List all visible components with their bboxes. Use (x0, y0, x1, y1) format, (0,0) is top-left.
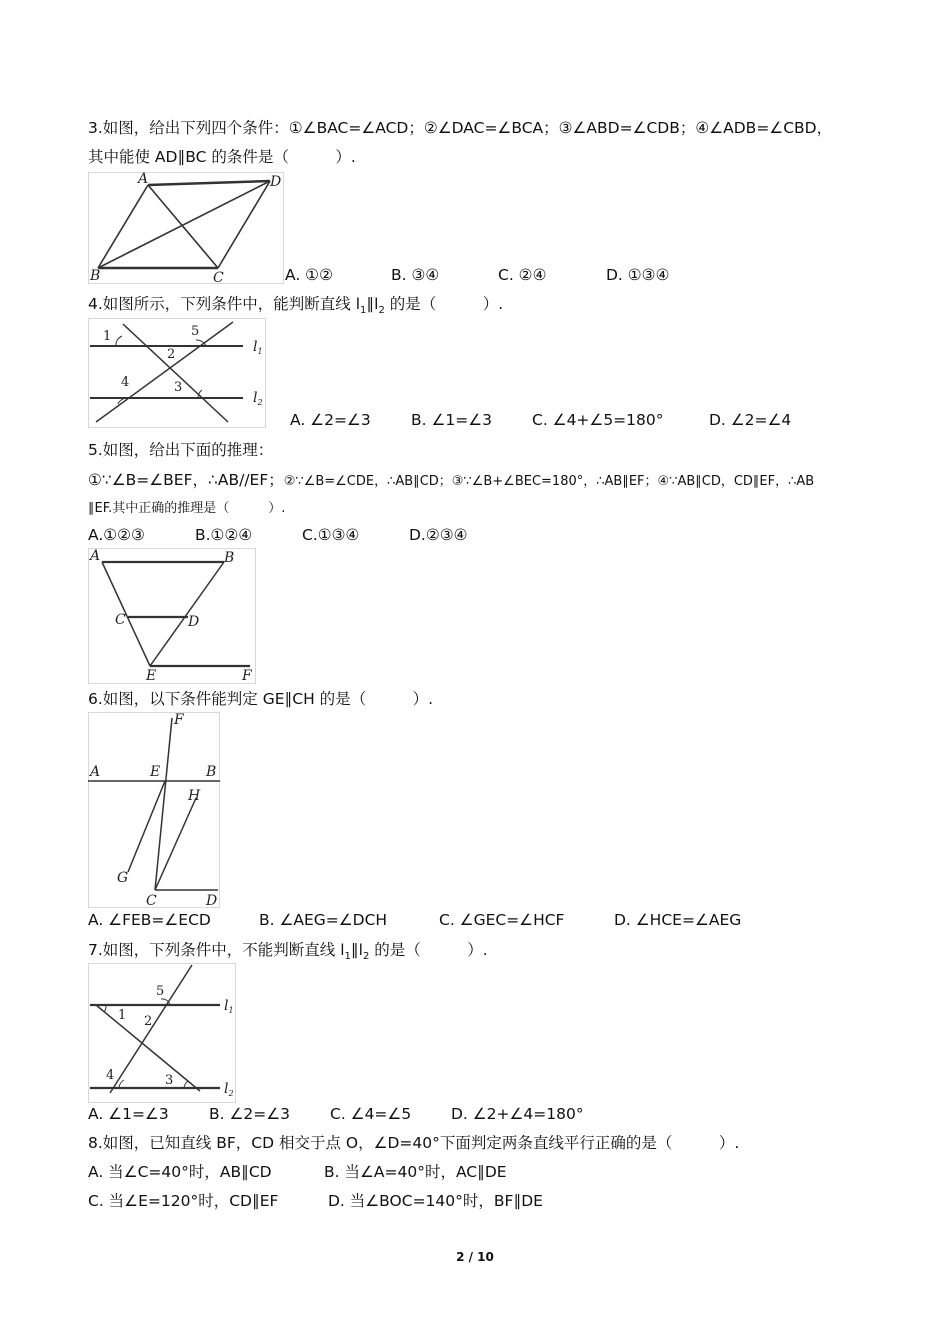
q7-angle-2: 2 (144, 1014, 153, 1029)
q7-angle-3: 3 (165, 1073, 174, 1088)
q4-angle-3: 3 (174, 380, 183, 395)
q4-angle-2: 2 (167, 347, 176, 362)
q3-stem-line2: 其中能使 AD∥BC 的条件是（ ）. (88, 148, 356, 166)
q6-label-e: E (150, 764, 161, 780)
q4-option-b[interactable]: B. ∠1=∠3 (411, 411, 492, 429)
q6-label-d: D (206, 893, 218, 908)
q6-option-b[interactable]: B. ∠AEG=∠DCH (259, 911, 388, 929)
q3-figure (88, 172, 284, 284)
q3-option-c[interactable]: C. ②④ (498, 266, 547, 284)
q6-option-c[interactable]: C. ∠GEC=∠HCF (439, 911, 565, 929)
q7-option-c[interactable]: C. ∠4=∠5 (330, 1105, 412, 1123)
q8-option-a[interactable]: A. 当∠C=40°时，AB∥CD (88, 1163, 272, 1181)
q7-angle-4: 4 (106, 1068, 115, 1083)
q7-option-b[interactable]: B. ∠2=∠3 (209, 1105, 290, 1123)
q7-angle-1: 1 (118, 1008, 127, 1023)
q5-stem-line1: 5.如图，给出下面的推理： (88, 441, 274, 459)
q5-label-c: C (115, 612, 126, 628)
q5-option-b[interactable]: B.①②④ (195, 526, 253, 544)
q4-figure (88, 318, 266, 428)
q7-figure (88, 963, 236, 1103)
q4-angle-1: 1 (103, 329, 112, 344)
q3-option-b[interactable]: B. ③④ (391, 266, 440, 284)
q6-label-h: H (188, 788, 201, 804)
q6-label-a: A (90, 764, 101, 780)
q4-angle-5: 5 (191, 324, 200, 339)
q7-line-l2: $l_2$ (224, 1081, 234, 1098)
q6-figure (88, 712, 220, 908)
q7-line-l1: $l_1$ (224, 998, 234, 1015)
q3-option-d[interactable]: D. ①③④ (606, 266, 670, 284)
q8-option-c[interactable]: C. 当∠E=120°时，CD∥EF (88, 1192, 279, 1210)
q7-option-d[interactable]: D. ∠2+∠4=180° (451, 1105, 584, 1123)
q8-option-b[interactable]: B. 当∠A=40°时，AC∥DE (324, 1163, 507, 1181)
q5-stem-line3: ∥EF.其中正确的推理是（ ）. (88, 501, 286, 516)
q6-option-d[interactable]: D. ∠HCE=∠AEG (614, 911, 742, 929)
q4-stem: 4.如图所示，下列条件中，能判断直线 $l_1\parallel l_2$ 的是（ ）. (88, 295, 504, 316)
q6-label-c: C (146, 893, 157, 908)
q4-option-d[interactable]: D. ∠2=∠4 (709, 411, 792, 429)
q8-option-d[interactable]: D. 当∠BOC=140°时，BF∥DE (328, 1192, 543, 1210)
q3-label-c: C (213, 270, 224, 284)
q3-label-d: D (270, 174, 282, 190)
q4-option-a[interactable]: A. ∠2=∠3 (290, 411, 371, 429)
q6-label-f: F (174, 712, 184, 728)
q6-label-g: G (117, 870, 129, 886)
q3-option-a[interactable]: A. ①② (285, 266, 333, 284)
q7-angle-5: 5 (156, 984, 165, 999)
q5-option-c[interactable]: C.①③④ (302, 526, 360, 544)
q4-option-c[interactable]: C. ∠4+∠5=180° (532, 411, 664, 429)
q3-label-a: A (138, 172, 149, 187)
q5-label-e: E (146, 668, 157, 684)
q4-line-l2: $l_2$ (253, 390, 263, 407)
q5-stem-line2: ①∵∠B=∠BEF，∴AB//EF；②∵∠B=∠CDE，∴AB∥CD；③∵∠B+∠BEC=180°，∴AB∥EF；④∵AB∥CD，CD∥EF，∴AB (88, 471, 815, 489)
q3-stem-line1: 3.如图，给出下列四个条件：①∠BAC=∠ACD；②∠DAC=∠BCA；③∠ABD=∠CDB；④∠ADB=∠CBD， (88, 119, 833, 137)
q8-stem: 8.如图，已知直线 BF，CD 相交于点 O，∠D=40°下面判定两条直线平行正确的是（ ）. (88, 1134, 740, 1152)
q5-label-d: D (188, 614, 200, 630)
q3-label-b: B (90, 268, 101, 284)
q5-figure (88, 548, 256, 684)
q6-label-b: B (206, 764, 217, 780)
q5-label-a: A (90, 548, 101, 564)
page-number: 2 / 10 (456, 1250, 494, 1264)
q5-label-f: F (242, 668, 252, 684)
q4-angle-4: 4 (121, 375, 130, 390)
q7-option-a[interactable]: A. ∠1=∠3 (88, 1105, 169, 1123)
q6-stem: 6.如图，以下条件能判定 GE∥CH 的是（ ）. (88, 690, 434, 708)
q6-option-a[interactable]: A. ∠FEB=∠ECD (88, 911, 211, 929)
q4-line-l1: $l_1$ (253, 339, 263, 356)
q7-stem: 7.如图，下列条件中，不能判断直线 $l_1\parallel l_2$ 的是（ ）. (88, 941, 488, 962)
q5-option-a[interactable]: A.①②③ (88, 526, 145, 544)
q5-option-d[interactable]: D.②③④ (409, 526, 468, 544)
q5-label-b: B (224, 550, 235, 566)
